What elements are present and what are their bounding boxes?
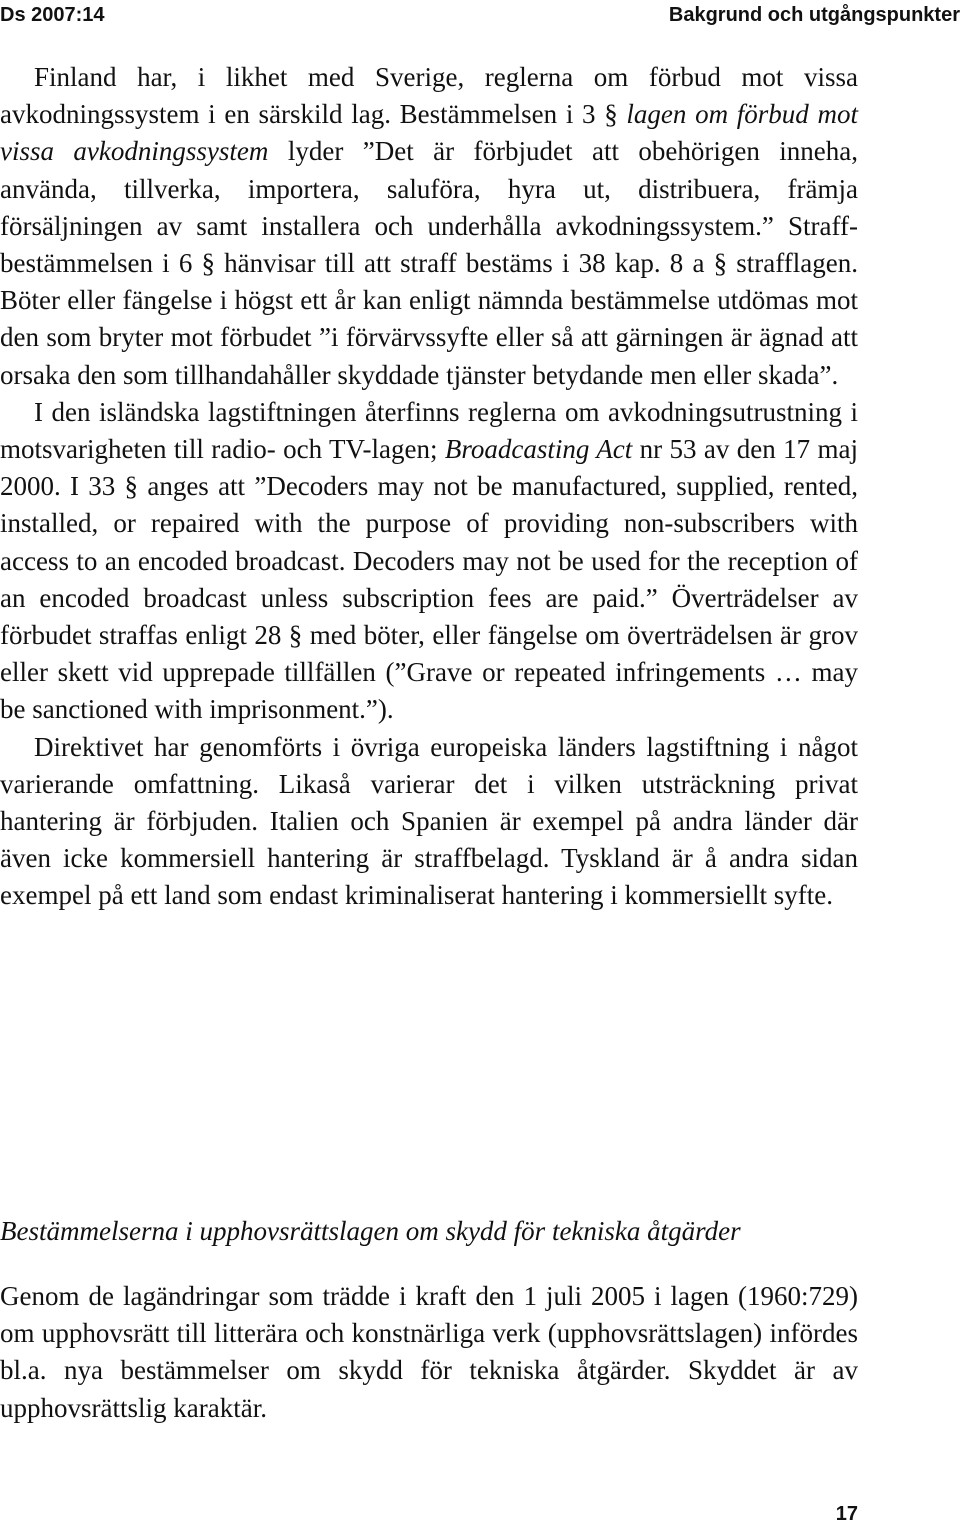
paragraph-finland-part-c: lyder ”Det är förbjudet att obehörigen inneha, använda, tillverka, importera, saluföra, hyra ut, distribuera, främja försäljningen av samt installera och underhålla avkodningssystem.” Straff-bestämmelsen i 6 § hänvisar till att straff bestäms i 38 kap. 8 a § strafflagen. Böter eller fängelse i högst ett år kan enligt nämnda bestämmelse utdömas mot den som bryter mot förbudet ”i förvärvssyfte eller så att gärningen är ägnad att orsaka den som tillhandahåller skyddade tjänster betydande men eller skada”. [0, 136, 858, 390]
law-title-italic: lagen om förbud mot vissa avkodningssystem [0, 99, 858, 167]
paragraph-finland [0, 59, 858, 394]
paragraph-iceland [0, 394, 858, 729]
paragraph-iceland-part-c: nr 53 av den 17 maj 2000. I 33 § anges att ”Decoders may not be manufactured, supplied, rented, installed, or repaired with the purpose of providing non-subscribers with access to an encoded broadcast. Decoders may not be used for the reception of an encoded broadcast unless subscription fees are paid.” Överträdelser av förbudet straffas enligt 28 § med böter, eller fängelse om överträdelsen är grov eller skett vid upprepade tillfällen (”Grave or repeated infringements … may be sanctioned with imprisonment.”). [0, 434, 858, 725]
paragraph-finland-part-a: Finland har, i likhet med Sverige, reglerna om förbud mot vissa avkodningssystem i en särskild lag. Bestämmelsen i 3 § [0, 62, 858, 130]
section-heading: Bestämmelserna i upphovsrättslagen om skydd för tekniska åtgärder [0, 1216, 741, 1246]
section-paragraph: Genom de lagändringar som trädde i kraft den 1 juli 2005 i lagen (1960:729) om upphovsrätt till litterära och konstnärliga verk (upphovsrättslagen) infördes bl.a. nya bestämmelser om skydd för tekniska åtgärder. Skyddet är av upphovsrättslig karaktär. [0, 1281, 858, 1423]
main-body [0, 59, 858, 915]
page-number: 17 [835, 1503, 858, 1525]
broadcasting-act-italic: Broadcasting Act [444, 434, 633, 465]
paragraph-iceland-part-a: I den isländska lagstiftningen återfinns reglerna om avkodningsutrustning i motsvarigheten till radio- och TV-lagen; [0, 396, 858, 465]
paragraph-directive: Direktivet har genomförts i övriga europeiska länders lagstiftning i något varierande omfattning. Likaså varierar det i vilken utsträckning privat hantering är förbjuden. Italien och Spanien är exempel på andra länder där även icke kommersiell hantering är straffbelagd. Tyskland är å andra sidan exempel på ett land som endast kriminaliserat hantering i kommersiellt syfte. [0, 731, 858, 911]
running-header [0, 4, 960, 26]
document-id: Ds 2007:14 [0, 4, 105, 26]
section-body [0, 1278, 858, 1427]
chapter-title: Bakgrund och utgångspunkter [668, 4, 960, 26]
